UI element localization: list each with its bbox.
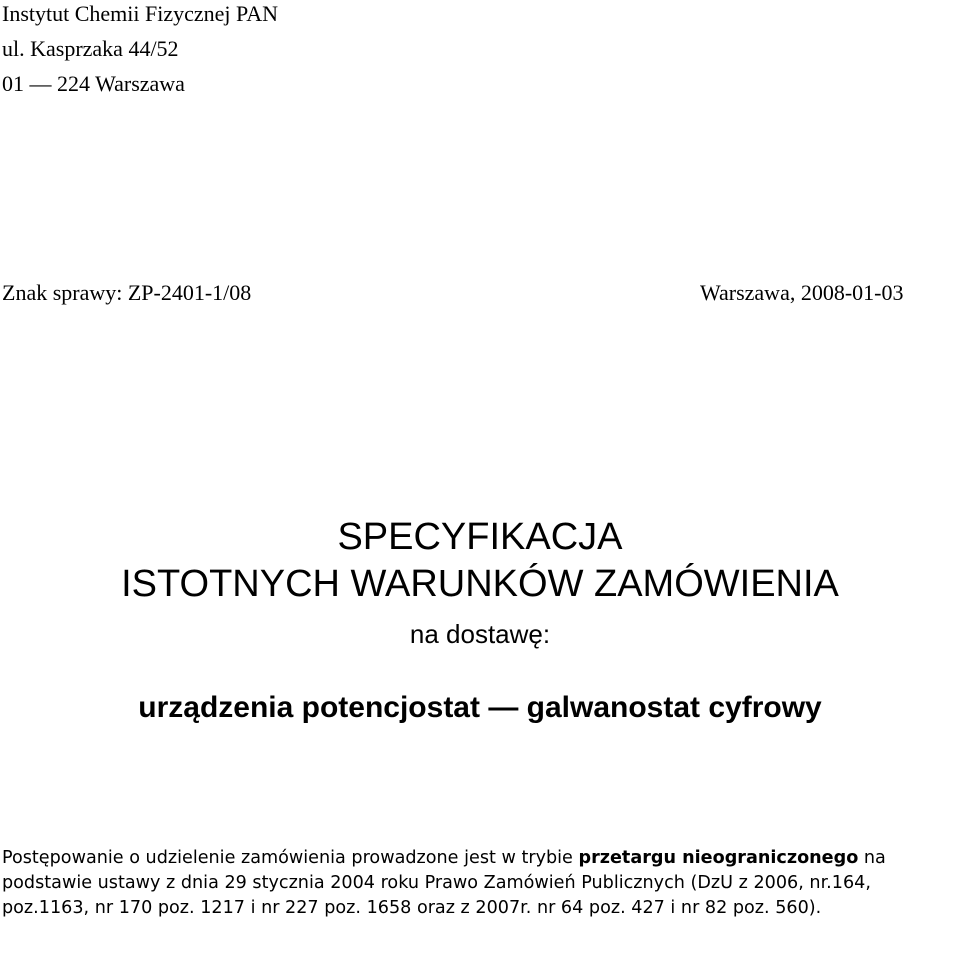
institution-street: ul. Kasprzaka 44/52 <box>2 36 179 61</box>
document-title-line1: SPECYFIKACJA <box>337 516 623 558</box>
case-number: Znak sprawy: ZP-2401-1/08 <box>2 280 252 305</box>
document-title-line3: na dostawę: <box>409 619 551 649</box>
institution-name: Instytut Chemii Fizycznej PAN <box>2 1 279 26</box>
document-title-line2: ISTOTNYCH WARUNKÓW ZAMÓWIENIA <box>121 563 839 605</box>
procedure-paragraph <box>2 846 958 921</box>
institution-city: 01 — 224 Warszawa <box>2 71 185 96</box>
place-date: Warszawa, 2008-01-03 <box>700 280 904 305</box>
procedure-text-end: na podstawie ustawy z dnia 29 stycznia 2004 roku Prawo Zamówień Publicznych (DzU z 2006, nr.164, poz.1163, nr 170 poz. 1217 i nr 227 poz. 1658 oraz z 2007r. nr 64 poz. 427 i nr 82 poz. 560). <box>2 848 886 918</box>
order-subject: urządzenia potencjostat — galwanostat cyfrowy <box>138 691 822 724</box>
procedure-text-start: Postępowanie o udzielenie zamówienia prowadzone jest w trybie <box>2 848 579 868</box>
procedure-mode-bold: przetargu nieograniczonego <box>578 848 859 868</box>
